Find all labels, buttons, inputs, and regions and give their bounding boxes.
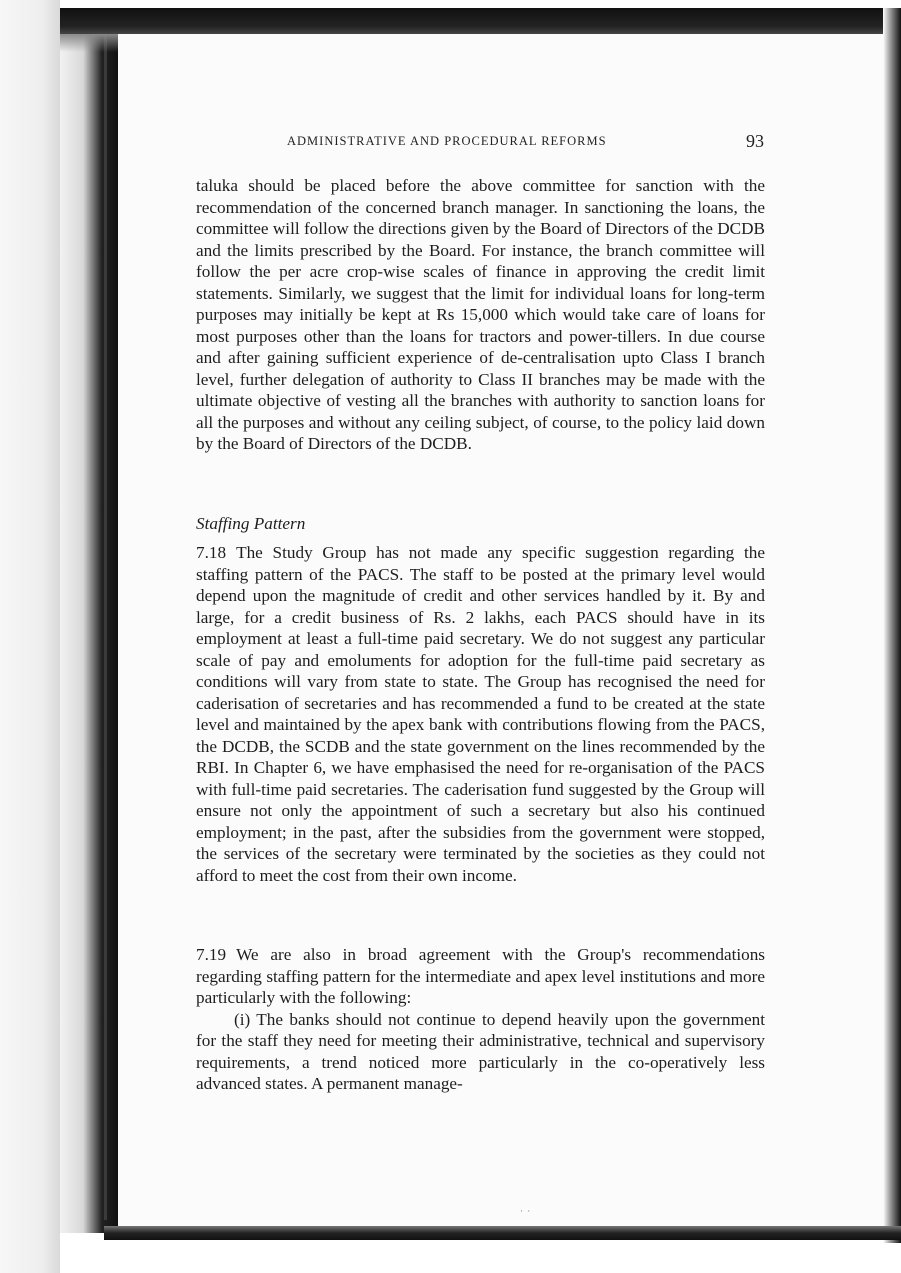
scan-specks: · · (520, 1206, 532, 1216)
paragraph-body (196, 944, 765, 1009)
page-number: 93 (746, 131, 764, 151)
paragraph-number: 7.19 (196, 945, 227, 964)
running-header: ADMINISTRATIVE AND PROCEDURAL REFORMS (287, 134, 607, 148)
paragraph (196, 542, 765, 886)
paragraph-text: taluka should be placed before the above committee for sanction with the recommendation of the concerned branch manager. In sanctioning the loans, the committee will follow the directions given by the Board of Directors of the DCDB and the limits prescribed by the Board. For instance, the branch committee will follow the per acre crop-wise scales of finance in approving the credit limit statements. Similarly, we suggest that the limit for individual loans for long-term purposes may initially be kept at Rs 15,000 which would take care of loans for most purposes other than the loans for tractors and power-tillers. In due course and after gaining sufficient experience of de-centralisation upto Class I branch level, further delegation of authority to Class II branches may be made with the ultimate objective of vesting all the branches with authority to sanction loans for all the purposes and without any ceiling subject, of course, to the policy laid down by the Board of Directors of the DCDB. (196, 176, 765, 453)
paragraph (196, 175, 765, 455)
paragraph (196, 944, 765, 1095)
scan-right-border (883, 8, 901, 1243)
list-item-text: (i) The banks should not continue to depend heavily upon the government for the staff they need for meeting their administrative, technical and supervisory requirements, a trend noticed more particularly in the co-operatively less advanced states. A permanent manage- (196, 1009, 765, 1093)
paragraph-text: The Study Group has not made any specific suggestion regarding the staffing pattern of the PACS. The staff to be posted at the primary level would depend upon the magnitude of credit and other services handled by it. By and large, for a credit business of Rs. 2 lakhs, each PACS should have in its employment at least a full-time paid secretary. We do not suggest any particular scale of pay and emoluments for adoption for the full-time paid secretary as conditions will vary from state to state. The Group has recognised the need for caderisation of secretaries and has recommended a fund to be created at the state level and maintained by the apex bank with contributions flowing from the PACS, the DCDB, the SCDB and the state government on the lines recommended by the RBI. In Chapter 6, we have emphasised the need for re-organisation of the PACS with full-time paid secretaries. The caderisation fund suggested by the Group will ensure not only the appointment of such a secretary but also his continued employment; in the past, after the subsidies from the government were stopped, the services of the secretary were terminated by the societies as they could not afford to meet the cost from their own income. (196, 543, 765, 885)
scan-bottom-border (104, 1226, 901, 1240)
paragraph-number: 7.18 (196, 543, 227, 562)
scan-left-margin (0, 0, 60, 1273)
book-spine-shadow (60, 8, 118, 1233)
section-heading: Staffing Pattern (196, 514, 306, 533)
paragraph-body (196, 542, 765, 886)
scan-top-border (60, 8, 901, 34)
binding-line (104, 30, 107, 1220)
paragraph-text: We are also in broad agreement with the Group's recommendations regarding staffing pattern for the intermediate and apex level institutions and more particularly with the following: (196, 945, 765, 1007)
